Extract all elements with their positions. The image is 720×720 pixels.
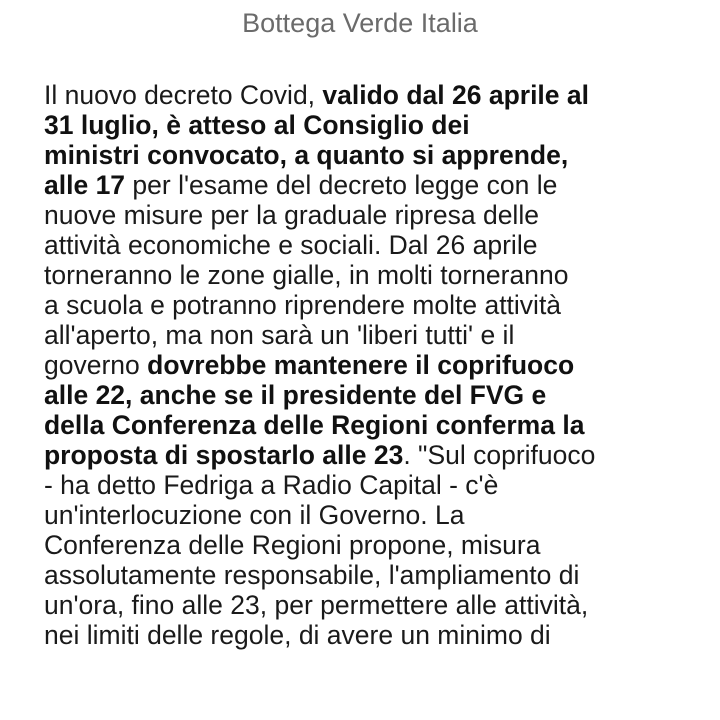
- article-line: [44, 470, 684, 500]
- text-segment: governo: [44, 350, 148, 380]
- text-segment: nuove misure per la graduale ripresa delle: [44, 200, 539, 230]
- text-segment: assolutamente responsabile, l'ampliamento di: [44, 560, 580, 590]
- article-line: [44, 380, 684, 410]
- bold-text-segment: alle 17: [44, 170, 126, 200]
- text-segment: un'ora, fino alle 23, per permettere alle attività,: [44, 590, 589, 620]
- article-line: [44, 350, 684, 380]
- article-line: [44, 170, 684, 200]
- app-title: Bottega Verde Italia: [242, 8, 478, 38]
- article-line: [44, 320, 684, 350]
- article-line: [44, 80, 684, 110]
- article-body: [44, 80, 684, 650]
- text-segment: torneranno le zone gialle, in molti torneranno: [44, 260, 569, 290]
- article-line: [44, 620, 684, 650]
- bold-text-segment: 31 luglio, è atteso al Consiglio dei: [44, 110, 470, 140]
- text-segment: all'aperto, ma non sarà un 'liberi tutti' e il: [44, 320, 515, 350]
- article-line: [44, 440, 684, 470]
- bold-text-segment: valido dal 26 aprile al: [322, 80, 589, 110]
- article-line: [44, 410, 684, 440]
- article-line: [44, 500, 684, 530]
- text-segment: a scuola e potranno riprendere molte attività: [44, 290, 562, 320]
- text-segment: per l'esame del decreto legge con le: [125, 170, 558, 200]
- text-segment: un'interlocuzione con il Governo. La: [44, 500, 465, 530]
- text-segment: Il nuovo decreto Covid,: [44, 80, 323, 110]
- text-segment: . "Sul coprifuoco: [403, 440, 596, 470]
- text-segment: nei limiti delle regole, di avere un minimo di: [44, 620, 551, 650]
- article-line: [44, 560, 684, 590]
- article-line: [44, 140, 684, 170]
- app-header: [0, 0, 720, 48]
- bold-text-segment: proposta di spostarlo alle 23: [44, 440, 404, 470]
- text-segment: attività economiche e sociali. Dal 26 aprile: [44, 230, 538, 260]
- article-line: [44, 530, 684, 560]
- text-segment: Conferenza delle Regioni propone, misura: [44, 530, 541, 560]
- bold-text-segment: dovrebbe mantenere il coprifuoco: [147, 350, 575, 380]
- text-segment: - ha detto Fedriga a Radio Capital - c'è: [44, 470, 499, 500]
- article-line: [44, 230, 684, 260]
- article-line: [44, 290, 684, 320]
- article-line: [44, 110, 684, 140]
- article-line: [44, 590, 684, 620]
- bold-text-segment: della Conferenza delle Regioni conferma la: [44, 410, 585, 440]
- bold-text-segment: ministri convocato, a quanto si apprende,: [44, 140, 569, 170]
- article-line: [44, 200, 684, 230]
- bold-text-segment: alle 22, anche se il presidente del FVG e: [44, 380, 547, 410]
- article-line: [44, 260, 684, 290]
